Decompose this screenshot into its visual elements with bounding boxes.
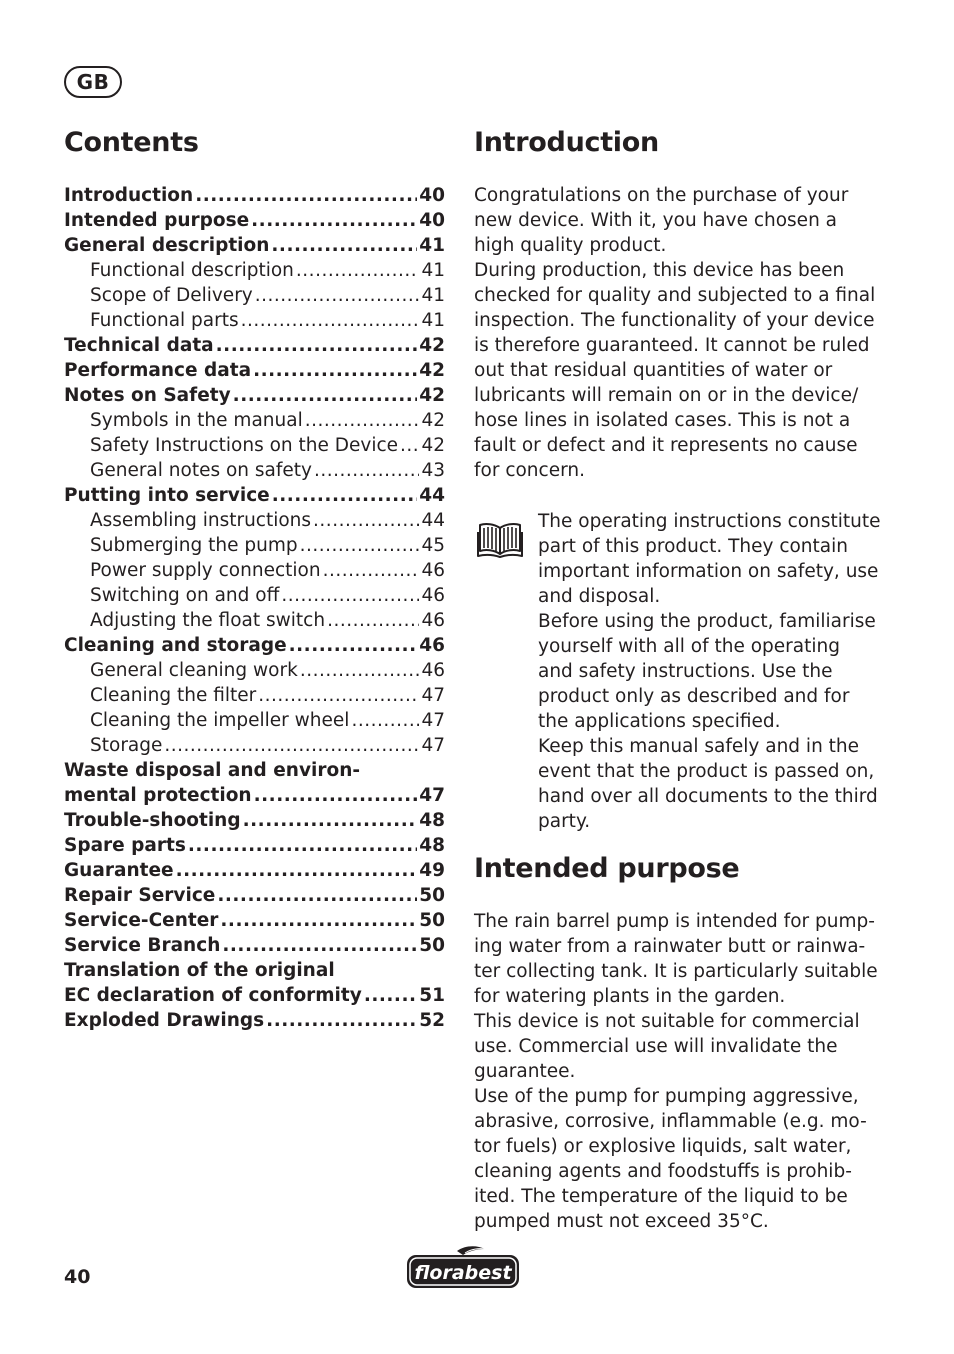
- toc-entry: [64, 633, 445, 658]
- text-line: party.: [538, 811, 591, 832]
- toc-dot-leader: [241, 308, 420, 333]
- text-line: yourself with all of the operating: [538, 636, 840, 657]
- intended-purpose-paragraph: [474, 909, 878, 1234]
- toc-entry-title: Intended purpose: [64, 210, 250, 231]
- toc-entry-page: 44: [421, 510, 445, 531]
- toc-entry-title: Safety Instructions on the Device: [90, 435, 399, 456]
- toc-dot-leader: [300, 658, 420, 683]
- toc-entry: [64, 383, 445, 408]
- toc-dot-leader: [258, 683, 419, 708]
- toc-dot-leader: [164, 733, 419, 758]
- toc-entry-page: 42: [419, 335, 445, 356]
- toc-entry-page: 41: [421, 285, 445, 306]
- toc-entry: [64, 958, 445, 983]
- text-line: the applications specified.: [538, 711, 781, 732]
- text-line: is therefore guaranteed. It cannot be ruled: [474, 335, 870, 356]
- toc-entry: [64, 883, 445, 908]
- toc-entry-page: 46: [419, 635, 445, 656]
- toc-entry-page: 47: [421, 710, 445, 731]
- text-line: event that the product is passed on,: [538, 761, 875, 782]
- text-line: Keep this manual safely and in the: [538, 736, 860, 757]
- toc-entry: [64, 358, 445, 383]
- text-line: ited. The temperature of the liquid to be: [474, 1186, 848, 1207]
- text-line: Use of the pump for pumping aggressive,: [474, 1086, 859, 1107]
- toc-entry: [64, 183, 445, 208]
- toc-entry-page: 52: [419, 1010, 445, 1031]
- toc-dot-leader: [281, 583, 419, 608]
- intended-purpose-heading: Intended purpose: [474, 853, 740, 884]
- toc-entry-page: 46: [421, 585, 445, 606]
- text-line: lubricants will remain on or in the device/: [474, 385, 859, 406]
- toc-entry-title: Translation of the original: [64, 960, 335, 981]
- toc-dot-leader: [251, 208, 417, 233]
- language-badge: [64, 66, 122, 98]
- toc-entry: [64, 758, 445, 783]
- toc-entry: [64, 683, 445, 708]
- toc-entry-page: 47: [421, 685, 445, 706]
- toc-dot-leader: [300, 533, 420, 558]
- toc-entry-page: 42: [421, 410, 445, 431]
- toc-entry: [64, 458, 445, 483]
- toc-dot-leader: [400, 433, 419, 458]
- toc-entry-title: General cleaning work: [90, 660, 298, 681]
- toc-entry-title: Functional parts: [90, 310, 239, 331]
- text-line: hose lines in isolated cases. This is not a: [474, 410, 851, 431]
- toc-entry: [64, 808, 445, 833]
- toc-dot-leader: [188, 833, 417, 858]
- text-line: part of this product. They contain: [538, 536, 848, 557]
- toc-entry: [64, 983, 445, 1008]
- toc-entry-title: Functional description: [90, 260, 294, 281]
- toc-entry-title: Waste disposal and environ-: [64, 760, 361, 781]
- text-line: ter collecting tank. It is particularly suitable: [474, 961, 878, 982]
- toc-entry-page: 46: [421, 660, 445, 681]
- toc-entry: [64, 533, 445, 558]
- toc-entry: [64, 608, 445, 633]
- toc-entry: [64, 783, 445, 808]
- toc-dot-leader: [216, 333, 418, 358]
- toc-entry-title: EC declaration of conformity: [64, 985, 362, 1006]
- toc-entry: [64, 583, 445, 608]
- text-line: abrasive, corrosive, inflammable (e.g. mo-: [474, 1111, 867, 1132]
- toc-dot-leader: [254, 783, 418, 808]
- text-line: product only as described and for: [538, 686, 850, 707]
- text-line: out that residual quantities of water or: [474, 360, 833, 381]
- text-line: for concern.: [474, 460, 585, 481]
- toc-entry-title: Putting into service: [64, 485, 270, 506]
- toc-dot-leader: [255, 283, 420, 308]
- toc-entry: [64, 658, 445, 683]
- toc-entry-page: 42: [419, 385, 445, 406]
- toc-entry: [64, 933, 445, 958]
- text-line: high quality product.: [474, 235, 667, 256]
- toc-dot-leader: [364, 983, 417, 1008]
- toc-entry: [64, 733, 445, 758]
- text-line: tor fuels) or explosive liquids, salt water,: [474, 1136, 852, 1157]
- toc-dot-leader: [272, 483, 418, 508]
- text-line: Before using the product, familiarise: [538, 611, 876, 632]
- toc-entry-title: Power supply connection: [90, 560, 321, 581]
- text-line: and disposal.: [538, 586, 661, 607]
- toc-entry-title: Cleaning the impeller wheel: [90, 710, 350, 731]
- toc-dot-leader: [271, 233, 417, 258]
- text-line: for watering plants in the garden.: [474, 986, 786, 1007]
- toc-dot-leader: [243, 808, 418, 833]
- introduction-heading: Introduction: [474, 127, 659, 158]
- toc-entry: [64, 258, 445, 283]
- toc-entry: [64, 858, 445, 883]
- toc-entry-page: 44: [419, 485, 445, 506]
- text-line: This device is not suitable for commercial: [474, 1011, 860, 1032]
- text-line: ing water from a rainwater butt or rainwa-: [474, 936, 866, 957]
- toc-entry: [64, 558, 445, 583]
- toc-entry-title: Adjusting the float switch: [90, 610, 326, 631]
- text-line: use. Commercial use will invalidate the: [474, 1036, 838, 1057]
- toc-entry-page: 42: [421, 435, 445, 456]
- toc-entry-page: 45: [421, 535, 445, 556]
- toc-entry-title: mental protection: [64, 785, 252, 806]
- language-code: GB: [76, 70, 110, 94]
- toc-dot-leader: [323, 558, 420, 583]
- toc-dot-leader: [176, 858, 418, 883]
- toc-entry-page: 43: [421, 460, 445, 481]
- toc-entry-title: Technical data: [64, 335, 214, 356]
- toc-entry-title: Submerging the pump: [90, 535, 298, 556]
- toc-entry-title: Switching on and off: [90, 585, 280, 606]
- text-line: pumped must not exceed 35°C.: [474, 1211, 769, 1232]
- text-line: Congratulations on the purchase of your: [474, 185, 849, 206]
- toc-entry-title: Service-Center: [64, 910, 219, 931]
- toc-entry: [64, 908, 445, 933]
- text-line: fault or defect and it represents no cause: [474, 435, 858, 456]
- toc-dot-leader: [266, 1008, 417, 1033]
- toc-dot-leader: [351, 708, 419, 733]
- open-book-icon: [476, 520, 524, 558]
- toc-entry: [64, 483, 445, 508]
- toc-entry-title: Repair Service: [64, 885, 216, 906]
- toc-entry-title: General description: [64, 235, 270, 256]
- toc-entry-page: 46: [421, 610, 445, 631]
- toc-dot-leader: [289, 633, 418, 658]
- toc-dot-leader: [313, 508, 419, 533]
- toc-entry: [64, 308, 445, 333]
- toc-entry: [64, 283, 445, 308]
- toc-entry-page: 50: [419, 910, 445, 931]
- toc-entry-page: 42: [419, 360, 445, 381]
- toc-entry-title: Introduction: [64, 185, 194, 206]
- florabest-logo: [405, 1245, 521, 1291]
- toc-entry-title: Symbols in the manual: [90, 410, 303, 431]
- text-line: guarantee.: [474, 1061, 576, 1082]
- toc-entry: [64, 408, 445, 433]
- toc-dot-leader: [233, 383, 418, 408]
- text-line: checked for quality and subjected to a final: [474, 285, 876, 306]
- toc-entry-title: Service Branch: [64, 935, 221, 956]
- toc-entry-page: 40: [419, 185, 445, 206]
- page-number: 40: [64, 1266, 91, 1288]
- toc-entry-title: Notes on Safety: [64, 385, 231, 406]
- toc-dot-leader: [253, 358, 417, 383]
- toc-entry: [64, 833, 445, 858]
- toc-dot-leader: [217, 883, 417, 908]
- toc-entry-page: 41: [421, 310, 445, 331]
- toc-entry-page: 47: [421, 735, 445, 756]
- toc-entry-page: 50: [419, 935, 445, 956]
- toc-entry-title: General notes on safety: [90, 460, 312, 481]
- toc-entry-title: Scope of Delivery: [90, 285, 253, 306]
- contents-heading: Contents: [64, 127, 199, 158]
- toc-entry-page: 48: [419, 810, 445, 831]
- text-line: and safety instructions. Use the: [538, 661, 833, 682]
- text-line: new device. With it, you have chosen a: [474, 210, 838, 231]
- toc-entry-title: Storage: [90, 735, 163, 756]
- toc-entry-page: 50: [419, 885, 445, 906]
- toc-entry-title: Assembling instructions: [90, 510, 312, 531]
- toc-entry-title: Guarantee: [64, 860, 174, 881]
- safety-note-paragraph: [538, 509, 881, 834]
- text-line: The operating instructions constitute: [538, 511, 881, 532]
- toc-entry-page: 51: [419, 985, 445, 1006]
- text-line: The rain barrel pump is intended for pump-: [474, 911, 875, 932]
- toc-entry: [64, 333, 445, 358]
- toc-entry-title: Spare parts: [64, 835, 186, 856]
- text-line: cleaning agents and foodstuffs is prohib-: [474, 1161, 852, 1182]
- toc-entry-title: Exploded Drawings: [64, 1010, 265, 1031]
- toc-entry: [64, 1008, 445, 1033]
- toc-dot-leader: [314, 458, 419, 483]
- toc-entry: [64, 508, 445, 533]
- introduction-paragraph: [474, 183, 874, 483]
- toc-entry: [64, 233, 445, 258]
- text-line: important information on safety, use: [538, 561, 879, 582]
- toc-entry-title: Trouble-shooting: [64, 810, 241, 831]
- toc-entry-page: 41: [419, 235, 445, 256]
- toc-entry-title: Cleaning and storage: [64, 635, 287, 656]
- toc-entry-page: 48: [419, 835, 445, 856]
- brand-wordmark: florabest: [414, 1262, 512, 1284]
- toc-dot-leader: [327, 608, 419, 633]
- toc-entry: [64, 208, 445, 233]
- toc-entry-page: 40: [419, 210, 445, 231]
- toc-entry-page: 49: [419, 860, 445, 881]
- text-line: inspection. The functionality of your device: [474, 310, 875, 331]
- text-line: During production, this device has been: [474, 260, 845, 281]
- table-of-contents: [64, 183, 445, 1033]
- toc-entry-page: 46: [421, 560, 445, 581]
- toc-dot-leader: [305, 408, 420, 433]
- toc-entry-title: Performance data: [64, 360, 252, 381]
- toc-entry-page: 41: [421, 260, 445, 281]
- toc-dot-leader: [296, 258, 420, 283]
- toc-dot-leader: [222, 933, 417, 958]
- toc-entry-title: Cleaning the filter: [90, 685, 257, 706]
- toc-dot-leader: [220, 908, 417, 933]
- toc-entry-page: 47: [419, 785, 445, 806]
- text-line: hand over all documents to the third: [538, 786, 878, 807]
- toc-entry: [64, 433, 445, 458]
- toc-entry: [64, 708, 445, 733]
- toc-dot-leader: [195, 183, 417, 208]
